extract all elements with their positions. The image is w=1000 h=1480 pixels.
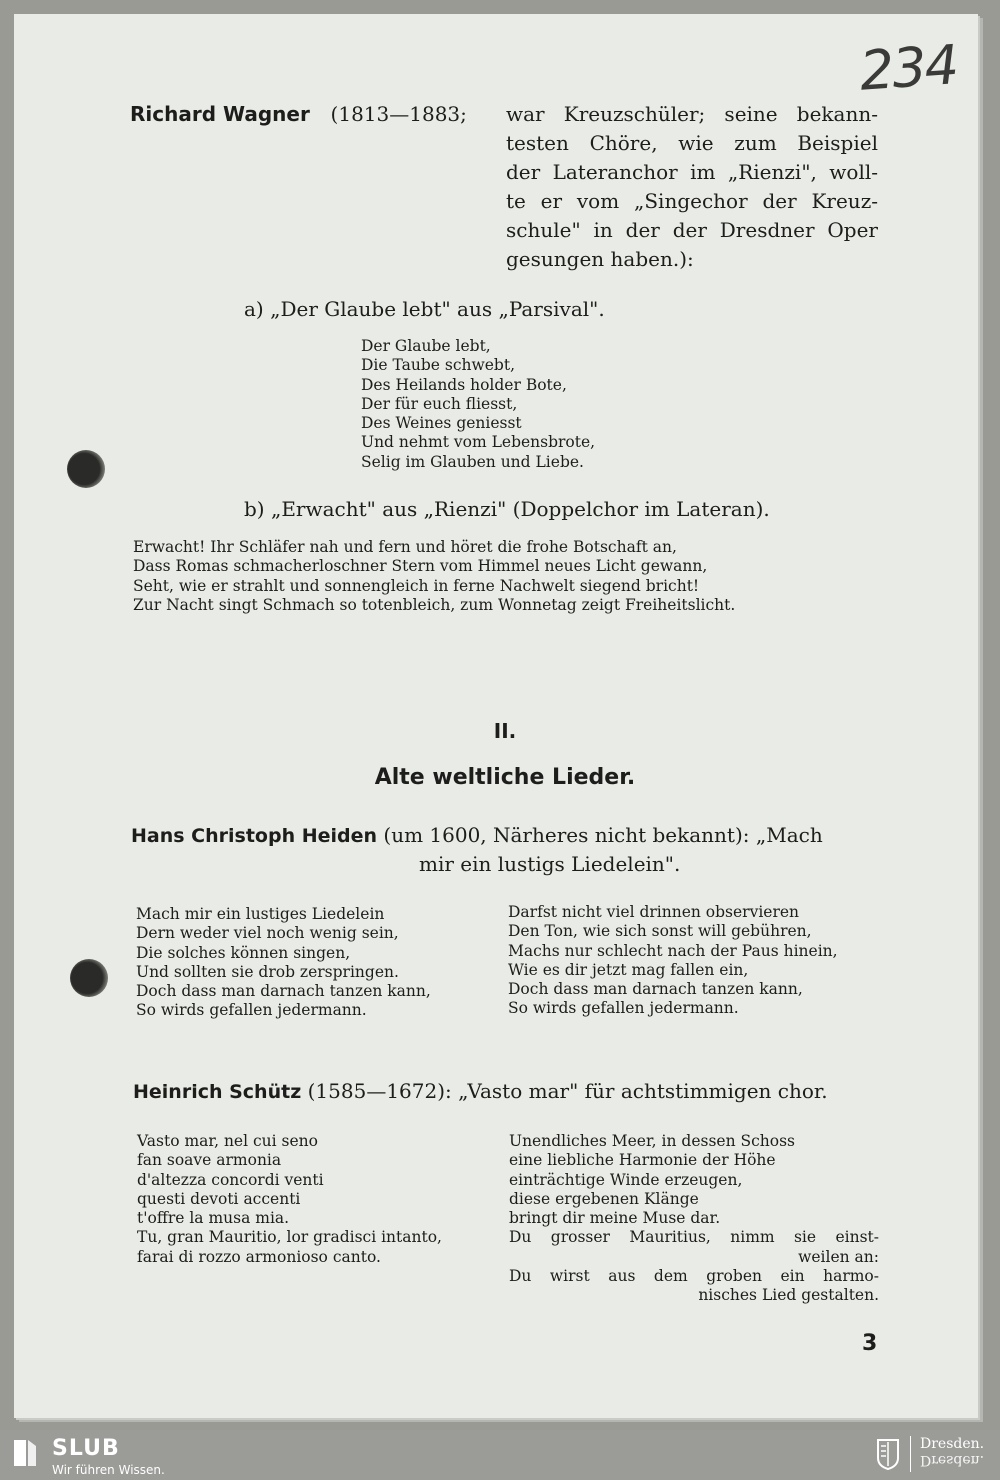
schuetz-right-column <box>509 1132 879 1306</box>
intro-line: testen Chöre, wie zum Beispiel <box>506 131 878 155</box>
poem-line: So wirds gefallen jedermann. <box>136 1001 367 1020</box>
poem-line: Die Taube schwebt, <box>361 356 516 375</box>
poem-line: t'offre la musa mia. <box>137 1209 290 1228</box>
wagner-a-poem <box>361 337 595 472</box>
wagner-b-heading: b) „Erwacht" aus „Rienzi" (Doppelchor im Lateran). <box>244 497 770 521</box>
poem-line: questi devoti accenti <box>137 1189 301 1208</box>
poem-line: Machs nur schlecht nach der Paus hinein, <box>508 941 838 960</box>
poem-line: Den Ton, wie sich sonst will gebühren, <box>508 922 812 941</box>
schuetz-heading <box>133 1077 883 1107</box>
poem-line: Dern weder viel noch wenig sein, <box>136 924 399 943</box>
wagner-intro <box>506 100 878 274</box>
poem-line: Die solches können singen, <box>136 943 351 962</box>
poem-line: Mach mir ein lustiges Liedelein <box>136 905 385 923</box>
poem-line: einträchtige Winde erzeugen, <box>509 1170 743 1189</box>
punch-hole-bottom <box>70 959 108 997</box>
footer-city: Dresden. <box>920 1436 985 1452</box>
footer-tagline: Wir führen Wissen. <box>52 1463 165 1477</box>
poem-line: Vasto mar, nel cui seno <box>137 1132 318 1150</box>
poem-line: Wie es dir jetzt mag fallen ein, <box>508 960 749 979</box>
poem-line: Zur Nacht singt Schmach so totenbleich, zum Wonnetag zeigt Freiheitslicht. <box>133 595 736 614</box>
composer-info: (um 1600, Närheres nicht bekannt): „Mach <box>383 823 823 847</box>
poem-line: Des Heilands holder Bote, <box>361 375 567 394</box>
page-number: 3 <box>862 1331 878 1356</box>
poem-line: Und sollten sie drob zerspringen. <box>136 962 399 981</box>
poem-line: Des Weines geniesst <box>361 414 522 433</box>
poem-line: Tu, gran Mauritio, lor gradisci intanto, <box>137 1228 442 1247</box>
composer-info: (1585—1672): „Vasto mar" für achtstimmigen chor. <box>307 1079 828 1103</box>
footer-brand: SLUB <box>52 1436 120 1461</box>
poem-line: Und nehmt vom Lebensbrote, <box>361 433 596 452</box>
intro-line: schule" in der der Dresdner Oper <box>506 218 878 242</box>
poem-line: d'altezza concordi venti <box>137 1170 324 1189</box>
heiden-right-column <box>508 903 838 1019</box>
wagner-b-text <box>133 538 833 615</box>
section-title: Alte weltliche Lieder. <box>374 765 636 790</box>
intro-line: war Kreuzschüler; seine bekann- <box>506 102 878 126</box>
poem-line: Der für euch fliesst, <box>361 394 518 413</box>
footer-city-mirror: Dresden. <box>920 1452 985 1468</box>
footer-divider <box>910 1436 911 1472</box>
poem-line: Doch dass man darnach tanzen kann, <box>136 982 431 1001</box>
schuetz-left-column <box>137 1132 442 1267</box>
poem-line: Selig im Glauben und Liebe. <box>361 452 584 471</box>
section-numeral: II. <box>493 719 517 743</box>
composer-dates: (1813—1883; <box>330 102 467 126</box>
intro-line: te er vom „Singechor der Kreuz- <box>506 189 878 213</box>
poem-line: Du wirst aus dem groben ein harmo- <box>509 1267 879 1286</box>
poem-line: So wirds gefallen jedermann. <box>508 999 739 1018</box>
poem-line: Erwacht! Ihr Schläfer nah und fern und höret die frohe Botschaft an, <box>133 538 677 556</box>
composer-name: Richard Wagner <box>130 102 310 126</box>
poem-line: Doch dass man darnach tanzen kann, <box>508 980 803 999</box>
slub-logo-icon <box>12 1438 38 1468</box>
poem-line: eine liebliche Harmonie der Höhe <box>509 1151 776 1170</box>
poem-line: bringt dir meine Muse dar. <box>509 1209 721 1228</box>
intro-line: der Lateranchor im „Rienzi", woll- <box>506 160 878 184</box>
poem-line: Du grosser Mauritius, nimm sie einst- <box>509 1228 879 1247</box>
footer-bar <box>0 1430 1000 1480</box>
poem-line: Dass Romas schmacherloschner Stern vom Himmel neues Licht gewann, <box>133 557 708 576</box>
poem-line: Darfst nicht viel drinnen observieren <box>508 903 800 921</box>
composer-name: Heinrich Schütz <box>133 1081 302 1103</box>
poem-line: nisches Lied gestalten. <box>698 1286 879 1305</box>
intro-line: gesungen haben.): <box>506 247 694 271</box>
poem-line: Der Glaube lebt, <box>361 337 491 355</box>
heiden-left-column <box>136 905 431 1021</box>
poem-line: Seht, wie er strahlt und sonnengleich in ferne Nachwelt siegend bricht! <box>133 576 700 595</box>
poem-line: fan soave armonia <box>137 1151 282 1170</box>
heiden-heading <box>131 821 881 851</box>
wagner-a-heading: a) „Der Glaube lebt" aus „Parsival". <box>244 297 605 321</box>
composer-name: Hans Christoph Heiden <box>131 825 378 847</box>
poem-line: weilen an: <box>798 1247 879 1266</box>
punch-hole-top <box>67 450 105 488</box>
poem-line: Unendliches Meer, in dessen Schoss <box>509 1132 796 1150</box>
city-crest-icon <box>876 1438 900 1470</box>
poem-line: diese ergebenen Klänge <box>509 1189 699 1208</box>
heiden-heading-line2: mir ein lustigs Liedelein". <box>419 852 681 876</box>
handwritten-page-number: 234 <box>857 33 959 103</box>
poem-line: farai di rozzo armonioso canto. <box>137 1247 381 1266</box>
